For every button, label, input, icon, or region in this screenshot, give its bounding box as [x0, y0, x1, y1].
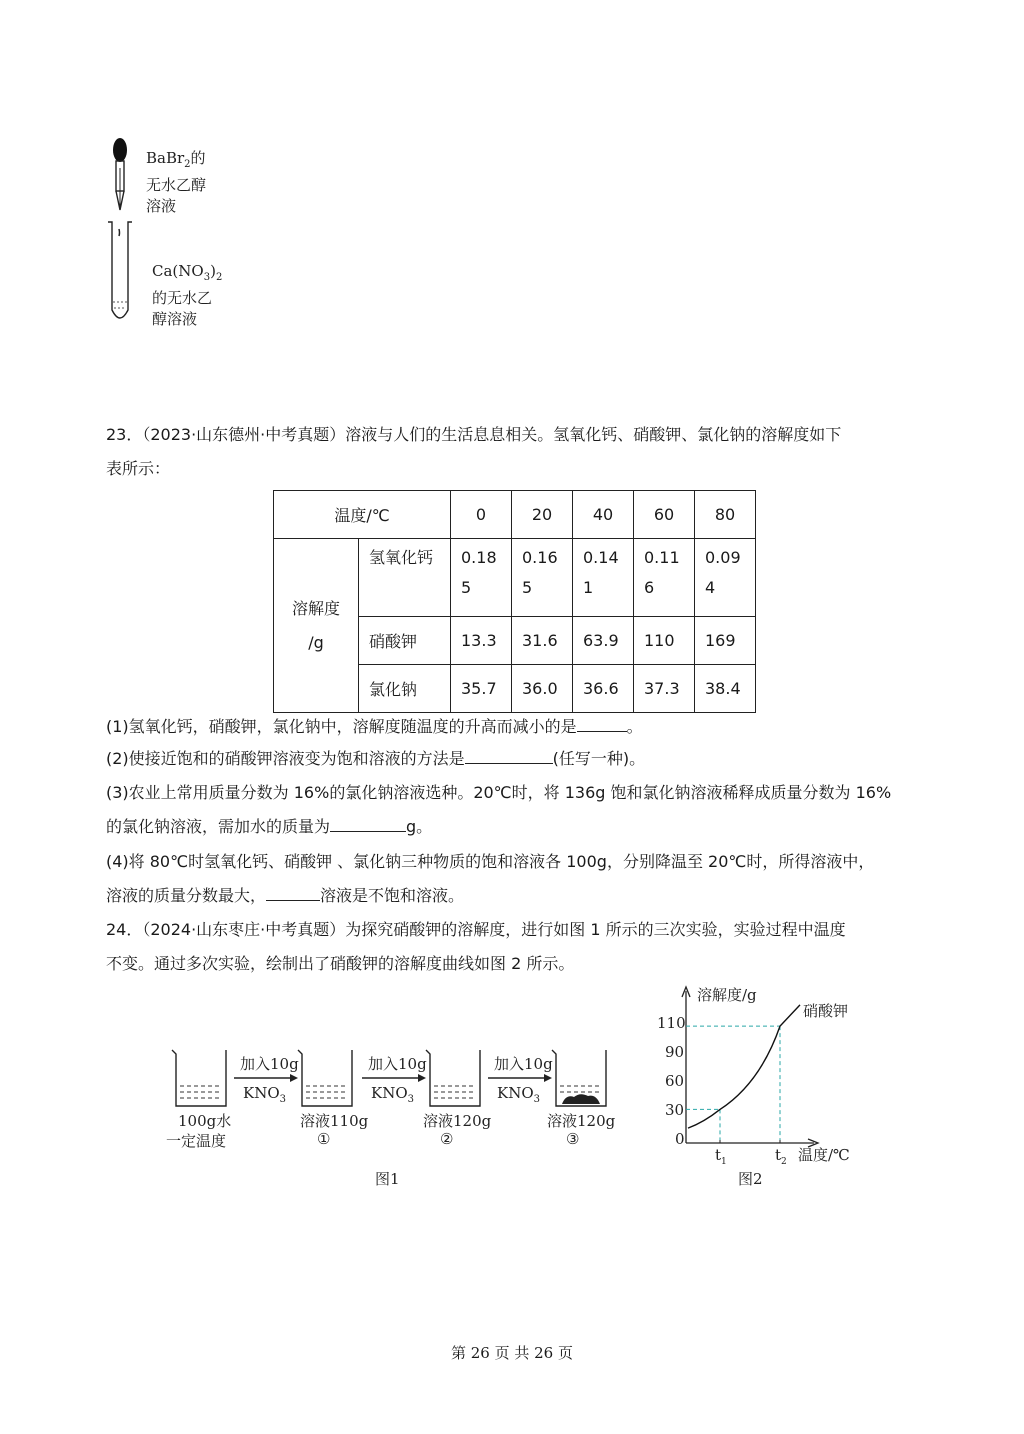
solubility-label: 溶解度 /g: [274, 539, 359, 713]
dropper-bulb: [113, 138, 127, 162]
temp-cell: 40: [573, 491, 634, 539]
row-name: 硝酸钾: [359, 617, 451, 665]
dropper-tube-drawing: [100, 130, 140, 330]
ytick-label: 0: [675, 1130, 685, 1148]
ytick-label: 90: [665, 1043, 685, 1061]
beaker3-mark: ③: [566, 1130, 580, 1148]
arrow-1: [234, 1074, 298, 1082]
q23-sub4-line2: 溶液的质量分数最大， 溶液是不饱和溶液。: [106, 886, 465, 905]
arrow2-bottom-label: $KNO_3$: [371, 1084, 415, 1105]
beaker0-label-1: 100g水: [178, 1112, 232, 1130]
answer-blank-3[interactable]: [330, 815, 406, 832]
table-cell: 13.3: [451, 617, 512, 665]
page-footer: 第 26 页 共 26 页: [450, 1344, 573, 1362]
q23-sub2: (2)使接近饱和的硝酸钾溶液变为饱和溶液的方法是 (任写一种)。: [106, 749, 646, 768]
table-cell: 0.18 5: [451, 539, 512, 617]
q23-sub3-line1: (3)农业上常用质量分数为 16%的氯化钠溶液选种。20℃时，将 136g 饱和氯化钠溶液稀释成质量分数为 16%: [106, 783, 892, 802]
q24-intro-line1: 24．（2024·山东枣庄·中考真题）为探究硝酸钾的溶解度，进行如图 1 所示的三次实验，实验过程中温度: [106, 920, 846, 939]
fig2-caption: 图2: [738, 1170, 763, 1188]
beaker-1: [298, 1050, 352, 1106]
precipitate: [562, 1094, 600, 1104]
ytick-label: 60: [665, 1072, 685, 1090]
answer-blank-4[interactable]: [266, 884, 320, 901]
table-cell: 110: [634, 617, 695, 665]
beaker3-label: 溶液120g: [547, 1112, 616, 1130]
q23-sub1: (1)氢氧化钙，硝酸钾，氯化钠中，溶解度随温度的升高而减小的是 。: [106, 717, 643, 736]
dropper-label: BaBr$_2$的 无水乙醇 溶液: [146, 149, 207, 215]
table-cell: 31.6: [512, 617, 573, 665]
q23-sub4-line1: (4)将 80℃时氢氧化钙、硝酸钾 、氯化钠三种物质的饱和溶液各 100g，分别降温至 20℃时，所得溶液中，: [106, 852, 875, 871]
beaker0-label-2: 一定温度: [166, 1132, 227, 1150]
beaker-0: [172, 1050, 226, 1106]
solubility-table: [273, 490, 756, 713]
beaker1-label: 溶液110g: [300, 1112, 369, 1130]
table-cell: 0.11 6: [634, 539, 695, 617]
beaker2-mark: ②: [440, 1130, 454, 1148]
tube-label: $Ca(NO_3)_2$ 的无水乙 醇溶液: [152, 262, 223, 328]
table-cell: 38.4: [695, 665, 756, 713]
chart-xlabel: 温度/℃: [798, 1146, 850, 1164]
row-name: 氢氧化钙: [359, 539, 451, 617]
temp-cell: 0: [451, 491, 512, 539]
table-cell: 63.9: [573, 617, 634, 665]
ytick-label: 30: [665, 1101, 685, 1119]
chart-ylabel: 溶解度/g: [697, 986, 757, 1004]
q23-sub3-line2: 的氯化钠溶液，需加水的质量为 g。: [106, 817, 433, 836]
arrow1-top-label: 加入10g: [240, 1055, 299, 1073]
arrow3-top-label: 加入10g: [494, 1055, 553, 1073]
drop-icon: [119, 229, 120, 236]
arrow1-bottom-label: $KNO_3$: [243, 1084, 287, 1105]
arrow-3: [488, 1074, 552, 1082]
temp-header: 温度/℃: [274, 491, 451, 539]
table-cell: 0.16 5: [512, 539, 573, 617]
temp-cell: 20: [512, 491, 573, 539]
table-cell: 169: [695, 617, 756, 665]
answer-blank-1[interactable]: [577, 715, 627, 732]
table-cell: 36.6: [573, 665, 634, 713]
beaker-3: [552, 1050, 606, 1106]
chart-curve-label: 硝酸钾: [803, 1002, 849, 1020]
ytick-label: 110: [657, 1014, 686, 1032]
temp-cell: 60: [634, 491, 695, 539]
table-cell: 36.0: [512, 665, 573, 713]
temp-cell: 80: [695, 491, 756, 539]
q23-intro-line1: 23．（2023·山东德州·中考真题）溶液与人们的生活息息相关。氢氧化钙、硝酸钾、氯化钠的溶解度如下: [106, 425, 842, 444]
arrow-2: [362, 1074, 426, 1082]
xtick-t2: $t_2$: [775, 1146, 787, 1167]
fig1-caption: 图1: [375, 1170, 400, 1188]
beaker2-label: 溶液120g: [423, 1112, 492, 1130]
chart-axes: [682, 987, 818, 1147]
beaker-2: [426, 1050, 480, 1106]
q23-intro-line2: 表所示：: [106, 459, 171, 478]
arrow2-top-label: 加入10g: [368, 1055, 427, 1073]
table-cell: 0.14 1: [573, 539, 634, 617]
beaker1-mark: ①: [317, 1130, 331, 1148]
xtick-t1: $t_1$: [715, 1146, 727, 1167]
series-line-knO3: [688, 1005, 800, 1128]
row-name: 氯化钠: [359, 665, 451, 713]
table-cell: 35.7: [451, 665, 512, 713]
table-cell: 0.09 4: [695, 539, 756, 617]
arrow3-bottom-label: $KNO_3$: [497, 1084, 541, 1105]
test-tube: [108, 222, 132, 318]
table-cell: 37.3: [634, 665, 695, 713]
answer-blank-2[interactable]: [465, 747, 553, 764]
table-row: [274, 539, 756, 617]
table-header-row: [274, 491, 756, 539]
q24-intro-line2: 不变。通过多次实验，绘制出了硝酸钾的溶解度曲线如图 2 所示。: [106, 954, 575, 973]
